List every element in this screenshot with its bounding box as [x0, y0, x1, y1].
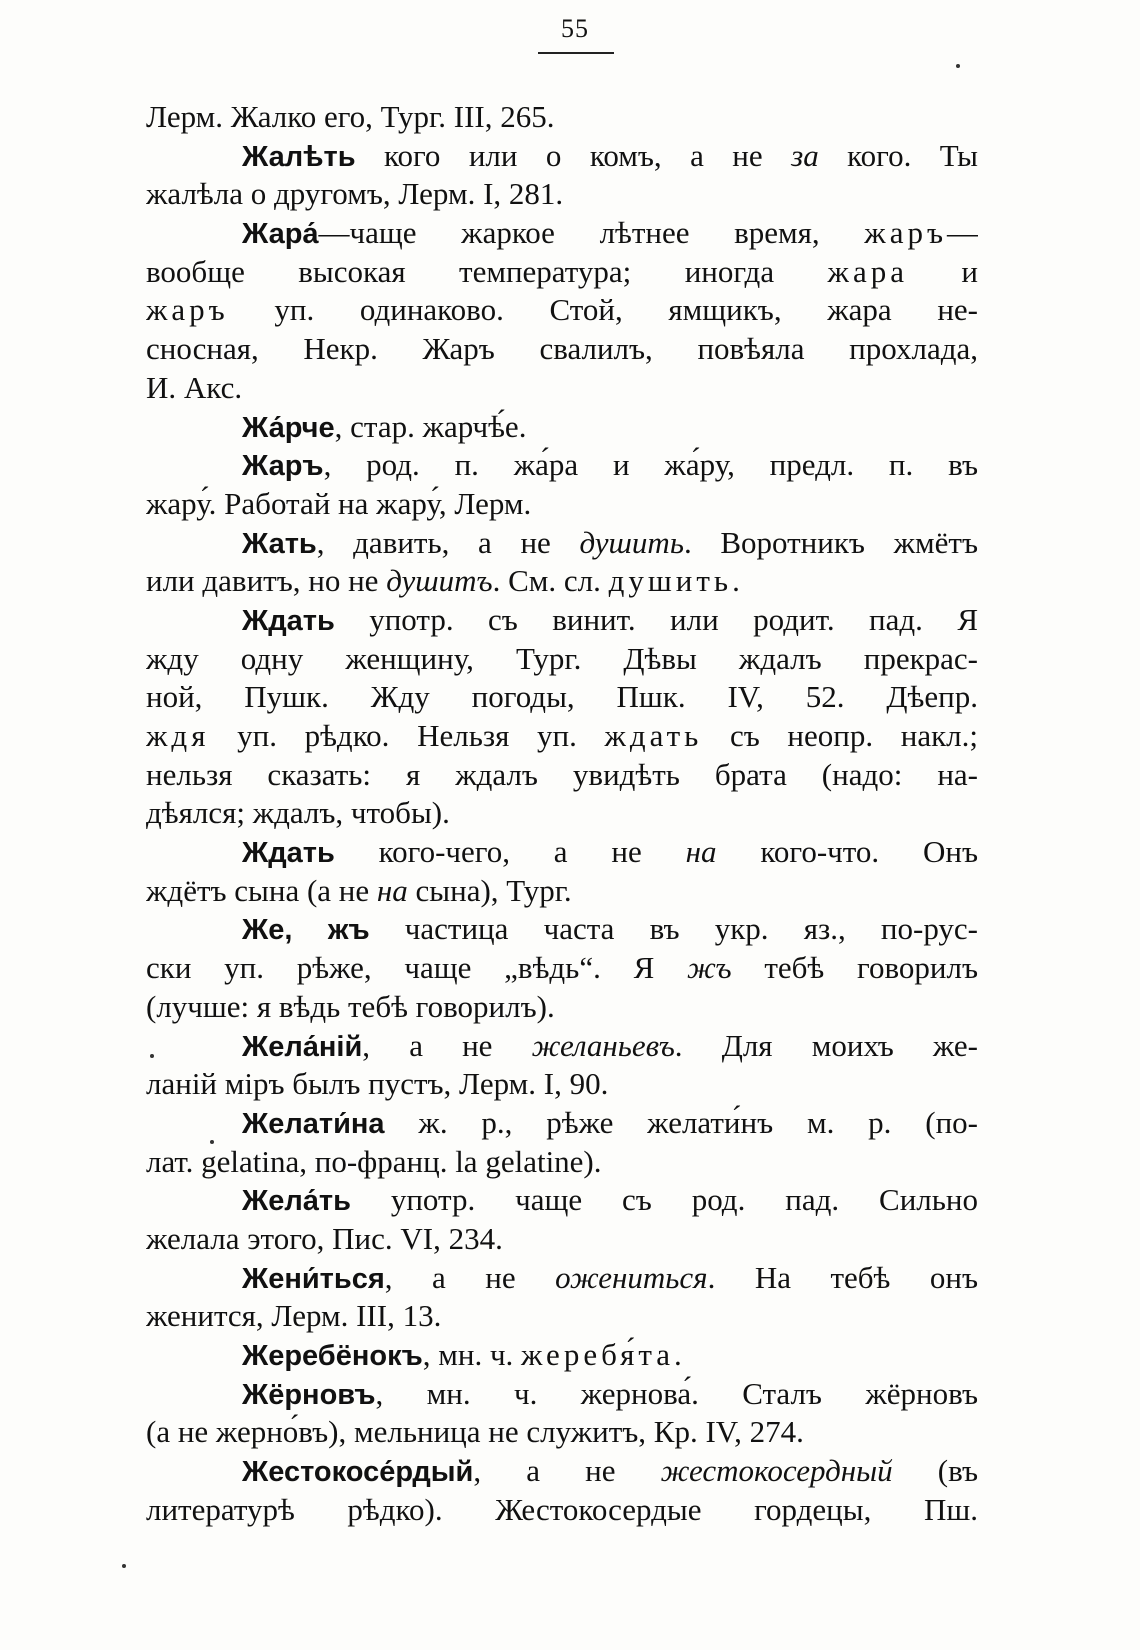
entry-text: ж. р., рѣже желати́нъ м. р. (по- — [384, 1104, 978, 1140]
entry-text: женится, Лерм. III, 13. — [146, 1298, 442, 1334]
entry-text: уп. одинаково. Стой, ямщикъ, жара не- — [228, 292, 978, 328]
entry-text: ждётъ сына (а не — [146, 872, 377, 908]
entry-text: жду одну женщину, Тург. Дѣвы ждалъ прекрас- — [146, 640, 978, 676]
entry-text: или давитъ, но не — [146, 563, 387, 599]
text-line — [146, 1065, 978, 1104]
entry-headword: Жать — [242, 527, 317, 560]
entry-text: (а не жерно́въ), мельница не служитъ, Кр. IV, 274. — [146, 1414, 804, 1450]
text-line — [146, 1375, 978, 1414]
entry-headword: Жа́рче — [242, 411, 335, 444]
entry-text: вообще высокая температура; иногда — [146, 253, 828, 289]
text-line — [146, 910, 978, 949]
text-line — [146, 872, 978, 911]
speck — [210, 1140, 214, 1144]
entry-text: употр. чаще съ род. пад. Сильно — [350, 1182, 978, 1218]
italic-text: душитъ — [386, 563, 493, 599]
entry-text: . Воротникъ жмётъ — [683, 524, 978, 560]
entry-text: уп. рѣдко. Нельзя уп. — [209, 718, 605, 753]
entry-headword: Жеребёнокъ — [242, 1340, 423, 1372]
text-line — [146, 369, 978, 408]
entry-headword: Жела́ть — [242, 1185, 351, 1218]
entry-text: и — [907, 253, 978, 289]
text-line — [146, 1181, 978, 1220]
entry-headword: Желати́на — [242, 1107, 385, 1140]
entry-text: , а не — [473, 1453, 661, 1489]
text-line — [146, 1491, 978, 1530]
spaced-text: жаръ — [146, 292, 229, 328]
text-line — [146, 1259, 978, 1298]
text-line — [146, 949, 978, 988]
text-line — [146, 291, 978, 330]
entry-text: — — [947, 215, 978, 251]
page-number: 55 — [561, 14, 589, 43]
text-line — [146, 601, 978, 640]
entry-text: сносная, Некр. Жаръ свалилъ, повѣяла прохлада, — [146, 331, 978, 367]
text-line — [146, 794, 978, 833]
text-line — [146, 1336, 978, 1375]
italic-text: желаньевъ — [531, 1027, 675, 1063]
entry-text: ной, Пушк. Жду погоды, Пшк. IV, 52. Дѣепр. — [146, 679, 978, 715]
entry-text: , род. п. жа́ра и жа́ру, предл. п. въ — [323, 447, 978, 483]
text-line — [146, 1143, 978, 1182]
entry-text: жару́. Работай на жару́, Лерм. — [146, 485, 532, 521]
entry-text: ланій міръ былъ пустъ, Лерм. I, 90. — [146, 1066, 609, 1102]
entry-headword: Ждать — [242, 604, 335, 637]
text-line — [146, 833, 978, 872]
entry-text: литературѣ рѣдко). Жестокосердые гордецы, Пш. — [146, 1491, 978, 1527]
spaced-text: жара — [827, 253, 908, 289]
entry-headword: Же, жъ — [242, 914, 370, 947]
entry-text: нельзя сказать: я ждалъ увидѣть брата (надо: на- — [146, 756, 978, 792]
text-line — [146, 1452, 978, 1491]
text-line — [146, 1413, 978, 1452]
text-line — [146, 175, 978, 214]
entry-text: , а не — [362, 1027, 532, 1063]
entry-text: . — [674, 1337, 682, 1372]
italic-text: на — [376, 872, 408, 908]
entry-text: , стар. жарчѣ́е. — [334, 408, 527, 444]
entry-headword: Жаръ — [242, 450, 324, 483]
italic-text: жестокосердный — [660, 1453, 893, 1489]
speck — [150, 1054, 154, 1058]
entry-headword: Жени́ться — [242, 1262, 385, 1295]
entry-headword: Жалѣть — [242, 140, 356, 173]
text-line — [146, 137, 978, 176]
entry-text: . Для моихъ же- — [674, 1027, 978, 1063]
entry-text: . См. сл. — [492, 563, 609, 599]
entry-text: употр. съ винит. или родит. пад. Я — [334, 601, 978, 637]
entry-text: , а не — [384, 1259, 556, 1295]
entry-text: кого-чего, а не — [334, 834, 686, 870]
entry-text: (въ — [892, 1453, 978, 1489]
text-line — [146, 214, 978, 253]
entry-text: кого-что. Онъ — [716, 834, 978, 870]
italic-text: ожениться — [555, 1259, 708, 1295]
page-number-rule — [538, 52, 614, 54]
entry-text: кого. Ты — [818, 137, 978, 173]
entry-text: тебѣ говорилъ — [731, 950, 978, 986]
text-line — [146, 1220, 978, 1259]
entry-text: (лучше: я вѣдь тебѣ говорилъ). — [146, 988, 555, 1024]
text-line — [146, 678, 978, 717]
italic-text: жъ — [687, 950, 732, 986]
italic-text: за — [791, 137, 819, 173]
text-line — [146, 1297, 978, 1336]
text-line — [146, 717, 978, 756]
entry-text: сына), Тург. — [407, 872, 572, 908]
entry-text: желала этого, Пис. VI, 234. — [146, 1220, 503, 1256]
text-line — [146, 253, 978, 292]
entry-text: , давить, а не — [316, 524, 580, 560]
speck — [956, 64, 960, 68]
text-line — [146, 330, 978, 369]
entry-text: , мн. ч. — [422, 1337, 522, 1372]
entry-text: жалѣла о другомъ, Лерм. I, 281. — [146, 176, 564, 212]
entry-text: частица часта въ укр. яз., по-рус- — [369, 911, 978, 947]
entry-text: дѣялся; ждалъ, чтобы). — [146, 795, 450, 831]
text-line — [146, 98, 978, 137]
entry-text: , мн. ч. жернова́. Сталъ жёрновъ — [375, 1375, 978, 1411]
text-line — [146, 1104, 978, 1143]
text-line — [146, 485, 978, 524]
entry-text: ски уп. рѣже, чаще „вѣдь“. Я — [146, 950, 688, 986]
text-line — [146, 756, 978, 795]
entry-headword: Жела́ній — [242, 1030, 363, 1063]
entry-headword: Жестокосе́рдый — [242, 1456, 474, 1489]
text-line — [146, 1027, 978, 1066]
text-line — [146, 640, 978, 679]
dictionary-text — [146, 98, 978, 1529]
spaced-text: ждать — [604, 718, 703, 753]
text-line — [146, 562, 978, 601]
entry-text: кого или о комъ, а не — [355, 137, 792, 173]
spaced-text: жеребя́та — [521, 1337, 675, 1372]
entry-headword: Жара́ — [242, 218, 319, 251]
entry-text: И. Акс. — [146, 369, 243, 405]
entry-text: лат. gelatina, по-франц. la gelatine). — [146, 1143, 602, 1179]
entry-headword: Ждать — [242, 837, 335, 870]
entry-text: . — [732, 563, 740, 599]
text-line — [146, 408, 978, 447]
text-line — [146, 988, 978, 1027]
italic-text: душить — [579, 524, 684, 560]
spaced-text: душить — [608, 563, 733, 599]
entry-text: . На тебѣ онъ — [707, 1259, 978, 1295]
text-line — [146, 524, 978, 563]
spaced-text: ждя — [146, 718, 210, 753]
entry-headword: Жёрновъ — [242, 1378, 376, 1411]
speck — [122, 1564, 126, 1568]
italic-text: на — [685, 834, 717, 870]
entry-text: съ неопр. накл.; — [702, 718, 978, 753]
entry-text: Лерм. Жалко его, Тург. III, 265. — [146, 99, 555, 134]
spaced-text: жаръ — [864, 215, 947, 251]
entry-text: —чаще жаркое лѣтнее время, — [318, 215, 865, 251]
text-line — [146, 446, 978, 485]
